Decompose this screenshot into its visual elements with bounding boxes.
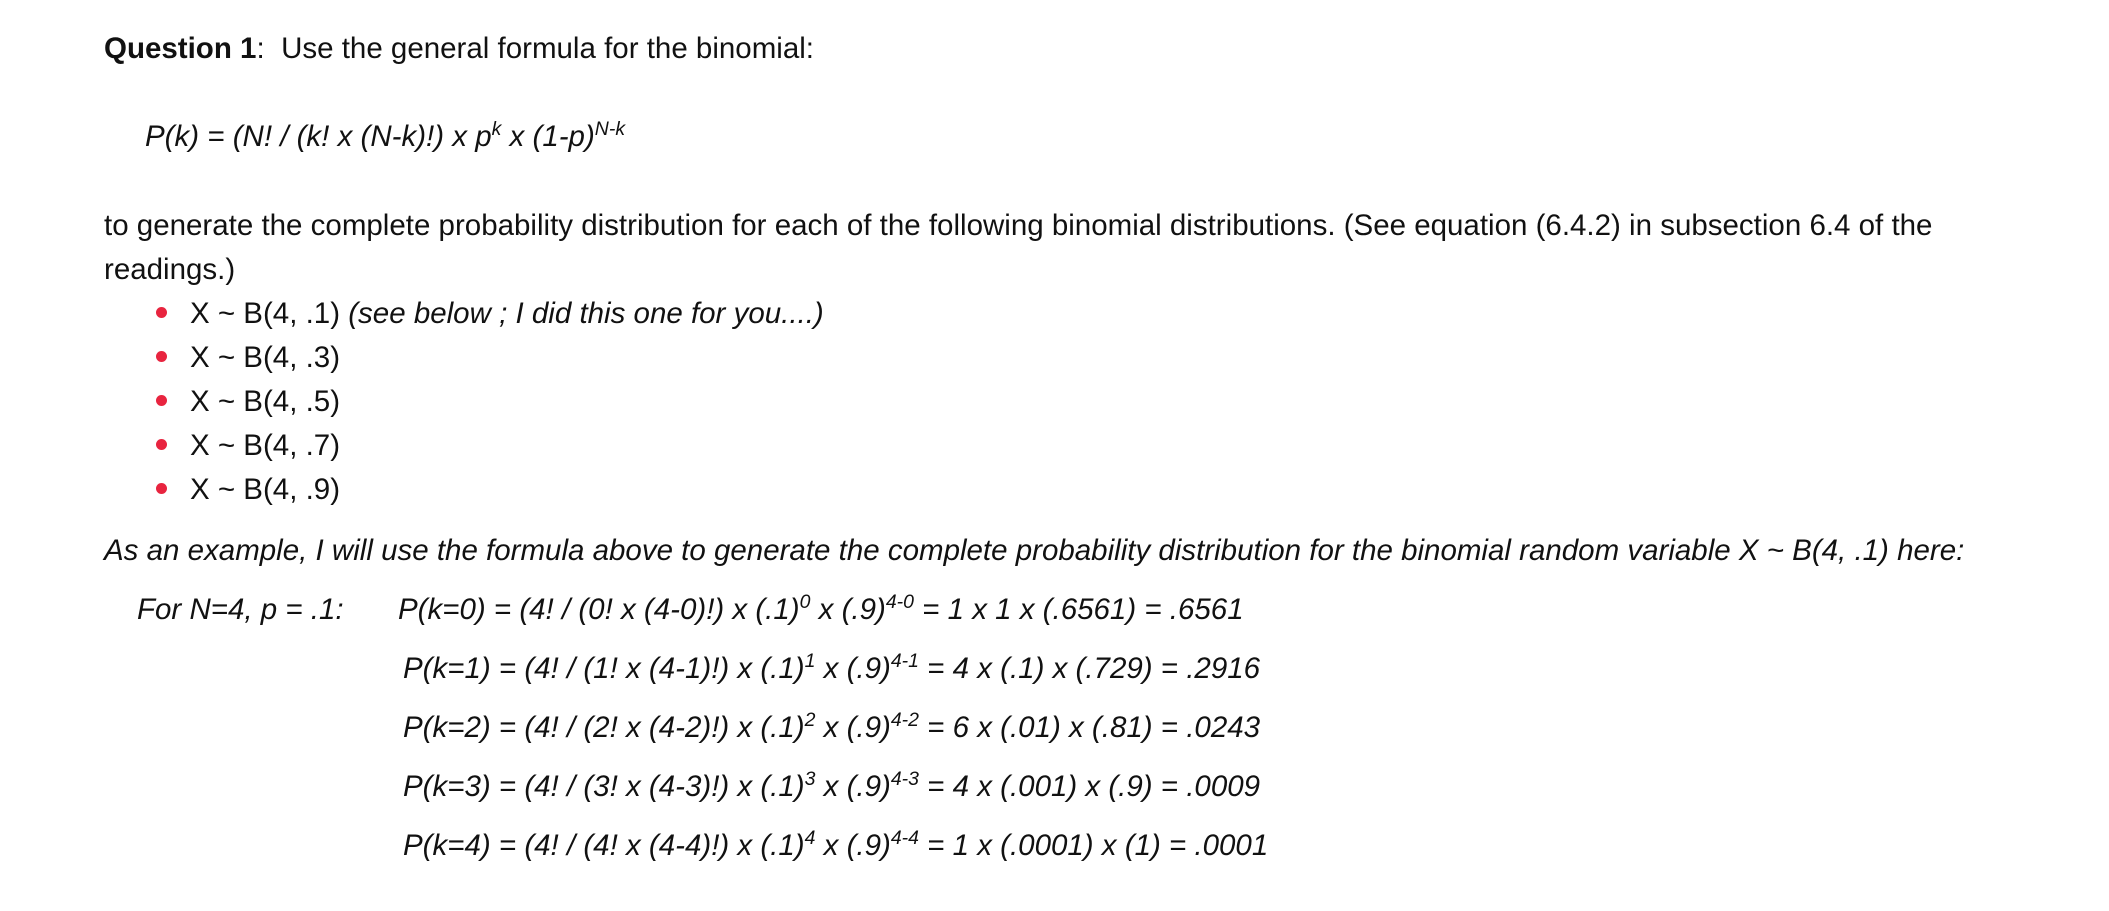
example-label: For N=4, p = .1: (137, 593, 344, 626)
list-item (190, 387, 340, 417)
list-item (190, 343, 340, 373)
calc-row-lhs: P(k=3) = (4! / (3! x (4-3)!) x (.1) (403, 770, 805, 803)
calc-row-lhs: P(k=2) = (4! / (2! x (4-2)!) x (.1) (403, 711, 805, 744)
bullet-dot (156, 395, 167, 406)
calc-row-exp-2: 4-4 (890, 827, 919, 850)
bullet-dot (156, 483, 167, 494)
calc-row-mid: x (.9) (815, 770, 891, 803)
calc-row-result: = 1 x (.0001) x (1) = .0001 (918, 829, 1269, 862)
calc-row-exp-2: 4-1 (890, 650, 919, 673)
formula-lhs: P(k) = (N! / (k! x (N-k)!) x p (145, 120, 492, 153)
binomial-formula (145, 118, 626, 153)
bullet-dot (156, 351, 167, 362)
calc-row-result: = 4 x (.1) x (.729) = .2916 (918, 652, 1261, 685)
calc-row-exp-1: 2 (804, 709, 816, 732)
question-heading (104, 34, 814, 64)
list-item (190, 299, 824, 329)
question-text: Use the general formula for the binomial: (281, 32, 814, 65)
calc-row-exp-1: 3 (804, 768, 816, 791)
question-colon: : (256, 32, 265, 65)
list-item-label: X ~ B(4, .7) (190, 429, 341, 462)
formula-exp-n-k: N-k (594, 118, 626, 141)
calc-row (403, 827, 1269, 862)
calc-row-mid: x (.9) (815, 829, 891, 862)
calc-row-exp-2: 4-0 (885, 591, 914, 614)
list-item (190, 475, 340, 505)
instruction-line-1: to generate the complete probability distribution for each of the following binomial distributions. (See equation (6.4.2) in subsection 6.4 of the (104, 209, 1933, 242)
list-item-label: X ~ B(4, .5) (190, 385, 341, 418)
list-item-label: X ~ B(4, .9) (190, 473, 341, 506)
question-label: Question 1 (104, 32, 257, 65)
calc-row (403, 768, 1261, 803)
formula-mid: x (1-p) (501, 120, 595, 153)
calc-row (403, 709, 1261, 744)
instruction-line-2: readings.) (104, 253, 236, 286)
calc-row-mid: x (.9) (815, 652, 891, 685)
calc-row-exp-1: 0 (799, 591, 811, 614)
calc-row-lhs: P(k=1) = (4! / (1! x (4-1)!) x (.1) (403, 652, 805, 685)
calc-row-result: = 1 x 1 x (.6561) = .6561 (913, 593, 1244, 626)
calc-row (403, 650, 1261, 685)
calc-row-lhs: P(k=0) = (4! / (0! x (4-0)!) x (.1) (398, 593, 800, 626)
list-item-label: X ~ B(4, .3) (190, 341, 341, 374)
calc-row-exp-2: 4-3 (890, 768, 919, 791)
calc-row-mid: x (.9) (815, 711, 891, 744)
calc-row-exp-1: 1 (804, 650, 816, 673)
calc-row-mid: x (.9) (810, 593, 886, 626)
calc-row (398, 591, 1244, 626)
bullet-dot (156, 439, 167, 450)
calc-row-result: = 6 x (.01) x (.81) = .0243 (918, 711, 1261, 744)
list-item (190, 431, 340, 461)
list-item-label: X ~ B(4, .1) (190, 297, 341, 330)
formula-exp-k: k (491, 118, 502, 141)
calc-row-exp-1: 4 (804, 827, 816, 850)
calc-row-result: = 4 x (.001) x (.9) = .0009 (918, 770, 1261, 803)
calc-row-exp-2: 4-2 (890, 709, 919, 732)
example-intro: As an example, I will use the formula above to generate the complete probability distribution for the binomial random variable X ~ B(4, .1) here: (104, 534, 1965, 567)
calc-row-lhs: P(k=4) = (4! / (4! x (4-4)!) x (.1) (403, 829, 805, 862)
list-item-note: (see below ; I did this one for you....) (348, 297, 824, 330)
bullet-dot (156, 307, 167, 318)
